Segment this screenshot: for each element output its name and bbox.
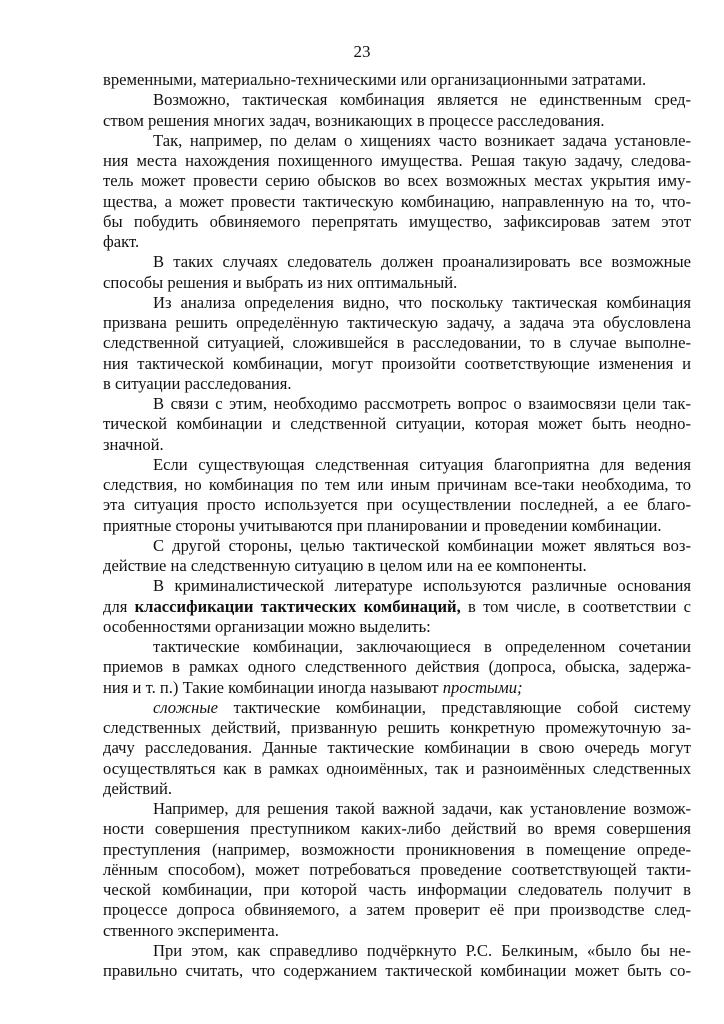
text-line: щества, а может провести тактическую комбинацию, направленную на то, что-	[103, 191, 691, 211]
text-line	[103, 698, 691, 718]
text-line	[103, 597, 691, 617]
paragraph	[103, 293, 691, 394]
body-text	[103, 70, 691, 981]
text-segment: тактические комбинации, представляющие собой систему	[217, 697, 691, 717]
text-line: При этом, как справедливо подчёркнуто Р.С. Белкиным, «было бы не-	[153, 940, 691, 960]
text-line: осуществляться как в рамках одноимённых, так и разноимённых следственных	[103, 758, 691, 778]
text-line: следственной ситуацией, сложившейся в расследовании, то в случае выполне-	[103, 333, 691, 353]
paragraph	[103, 394, 691, 455]
paragraph	[103, 799, 691, 941]
text-line: правильно считать, что содержанием тактической комбинации может быть со-	[103, 961, 691, 980]
paragraph	[103, 536, 691, 577]
text-line: приятные стороны учитываются при планировании и проведении комбинации.	[103, 515, 662, 535]
text-line: ности совершения преступником каких-либо действий во время совершения	[103, 819, 691, 839]
paragraph	[103, 252, 691, 293]
text-line: призвана решить определённую тактическую задачу, а задача эта обусловлена	[103, 313, 691, 332]
text-line: Так, например, по делам о хищениях часто возникает задача установле-	[153, 130, 691, 150]
text-line: в ситуации расследования.	[103, 373, 292, 393]
text-line: ством решения многих задач, возникающих в процессе расследования.	[103, 110, 605, 130]
text-line: тель может провести серию обысков во всех возможных местах укрытия иму-	[103, 171, 691, 191]
italic-text: сложные	[153, 697, 218, 717]
text-line: Если существующая следственная ситуация благоприятна для ведения	[153, 454, 691, 474]
text-line: действие на следственную ситуацию в целом или на ее компоненты.	[103, 556, 587, 575]
page-number: 23	[353, 42, 371, 61]
text-line: В связи с этим, необходимо рассмотреть вопрос о взаимосвязи цели так-	[153, 394, 691, 413]
text-line: следствия, но комбинация по тем или иным причинам все-таки необходима, то	[103, 475, 691, 494]
paragraph	[103, 576, 691, 637]
italic-text: простыми;	[442, 677, 523, 697]
text-line: ческой комбинации, при которой часть информации следователь получит в	[103, 880, 691, 899]
text-line: ственного эксперимента.	[103, 920, 279, 940]
text-line: особенностями организации можно выделить:	[103, 616, 431, 636]
text-line: бы побудить обвиняемого перепрятать имущество, зафиксировав затем этот	[103, 211, 691, 231]
paragraph	[103, 90, 691, 131]
paragraph	[103, 698, 691, 799]
paragraph	[103, 455, 691, 536]
text-line: способы решения и выбрать из них оптимальный.	[103, 272, 458, 292]
text-segment: ния и т. п.) Такие комбинации иногда называют	[103, 677, 443, 697]
text-line: дачу расследования. Данные тактические комбинации в свою очередь могут	[103, 738, 691, 758]
paragraph	[103, 131, 691, 253]
text-line: тической комбинации и следственной ситуации, которая может быть неодно-	[103, 414, 691, 434]
text-line	[103, 678, 691, 698]
text-line: приемов в рамках одного следственного действия (допроса, обыска, задержа-	[103, 657, 691, 677]
text-line: Возможно, тактическая комбинация является не единственным сред-	[153, 90, 691, 110]
text-line: временными, материально-техническими или организационными затратами.	[103, 70, 647, 89]
text-line: факт.	[103, 232, 140, 251]
text-line: действий.	[103, 778, 173, 798]
text-line: значной.	[103, 434, 164, 454]
text-line: В таких случаях следователь должен проанализировать все возможные	[153, 252, 691, 272]
bold-text: классификации тактических комбинаций,	[134, 596, 461, 616]
paragraph	[103, 941, 691, 982]
text-line: преступления (например, возможности проникновения в помещение опреде-	[103, 839, 691, 859]
text-line: следственных действий, призванную решить конкретную промежуточную за-	[103, 718, 691, 737]
text-line: Из анализа определения видно, что поскольку тактическая комбинация	[153, 292, 691, 312]
text-line: процессе допроса обвиняемого, а затем проверит её при производстве след-	[103, 900, 691, 920]
text-line: ния тактической комбинации, могут произойти соответствующие изменения и	[103, 353, 691, 373]
text-line: С другой стороны, целью тактической комбинации может являться воз-	[153, 535, 691, 555]
text-line: эта ситуация просто используется при осуществлении последней, а ее благо-	[103, 495, 691, 515]
text-line: тактические комбинации, заключающиеся в определенном сочетании	[153, 637, 691, 656]
paragraph	[103, 637, 691, 698]
text-segment: в том числе, в соответствии с	[460, 596, 691, 616]
paragraph	[103, 70, 691, 90]
text-line: Например, для решения такой важной задачи, как установление возмож-	[153, 799, 691, 818]
text-line: лённым способом), может потребоваться проведение соответствующей такти-	[103, 859, 691, 879]
text-line: ния места нахождения похищенного имущества. Решая такую задачу, следова-	[103, 151, 691, 170]
text-segment: для	[103, 596, 135, 616]
text-line: В криминалистической литературе используются различные основания	[153, 576, 691, 596]
